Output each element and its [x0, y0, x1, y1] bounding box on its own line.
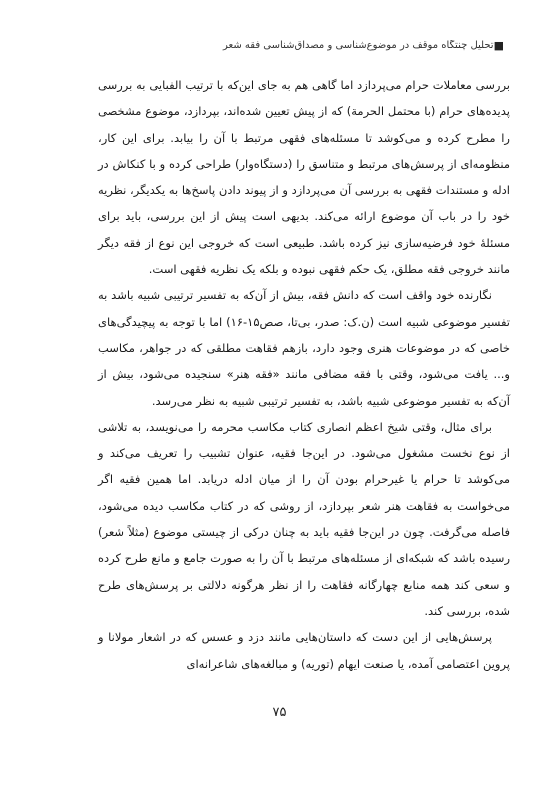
paragraph-4: پرسش‌هایی از این دست که داستان‌هایی مانند دزد و عسس که در اشعار مولانا و پروین اعتصامی آمده، یا صنعت ایهام (توریه) و مبالغه‌های شاعرانه‌ای [98, 630, 510, 671]
paragraph-3: برای مثال، وقتی شیخ اعظم انصاری کتاب مکاسب محرمه را می‌نویسد، به تلاشی از نوع نخست مشغول می‌شود. در این‌جا فقیه، عنوان تشبیب را تعریف می‌کند و می‌کوشد تا حرام یا غیرحرام بودن آن را از میان ادله دریابد. اما همین فقیه اگر می‌خواست به فقاهت هنر شعر بپردازد، از روشی که در کتاب مکاسب دیده می‌شود، فاصله می‌گرفت. چون در این‌جا فقیه باید به چنان درکی از چیستی موضوع (مثلاً شعر) رسیده باشد که شبکه‌ای از مسئله‌های مرتبط با آن را به صورت جامع و مانع طرح کرده و سعی کند همه منابع چهارگانه فقاهت را از نظر هرگونه دلالتی بر پرسش‌های طرح شده، بررسی کند. [98, 419, 510, 618]
body-text [98, 72, 510, 677]
running-title: تحلیل چنتگاه موقف در موضوع‌شناسی و مصداق‌شناسی فقه شعر [223, 39, 494, 51]
paragraph-1: بررسی معاملات حرام می‌پردازد اما گاهی هم به جای این‌که با ترتیب الفبایی به بررسی پدیده‌های حرام (با محتمل الحرمة) که از پیش تعیین شده‌اند، بپردازد، موضوع مشخصی را مطرح کرده و می‌کوشد تا مسئله‌های فقهی مرتبط با آن را بیابد. برای این کار، منظومه‌ای از پرسش‌های مرتبط و متناسق را (دستگاه‌وار) طراحی کرده و با کنکاش در ادله و مستندات فقهی به بررسی آن می‌پردازد و از پیوند دادن پاسخ‌ها به یکدیگر، نظریه خود را در باب آن موضوع ارائه می‌کند. بدیهی است پیش از این بررسی، باید برای مسئلهٔ خود فرضیه‌سازی نیز کرده باشد. طبیعی است که خروجی این نوع از فقه دیگر مانند خروجی فقه مطلق، یک حکم فقهی نبوده و بلکه یک نظریه فقهی است. [98, 78, 510, 277]
header-ornament-icon: ■ [493, 38, 504, 52]
page-number: ۷۵ [272, 705, 287, 720]
paragraph-2: نگارنده خود واقف است که دانش فقه، بیش از آن‌که به تفسیر ترتیبی شبیه باشد به تفسیر موضوعی شبیه است (ن.ک: صدر، بی‌تا، صص۱۵-۱۶) اما با توجه به پیچیدگی‌های خاصی که در موضوعات هنری وجود دارد، بازهم فقاهت مطلقی که در جواهر، مکاسب و... یافت می‌شود، وقتی با فقه مضافی مانند «فقه هنر» سنجیده می‌شود، بیش از آن‌که به تفسیر موضوعی شبیه باشد، به تفسیر ترتیبی شبیه به نظر می‌رسد. [98, 288, 510, 408]
running-header [92, 36, 512, 54]
